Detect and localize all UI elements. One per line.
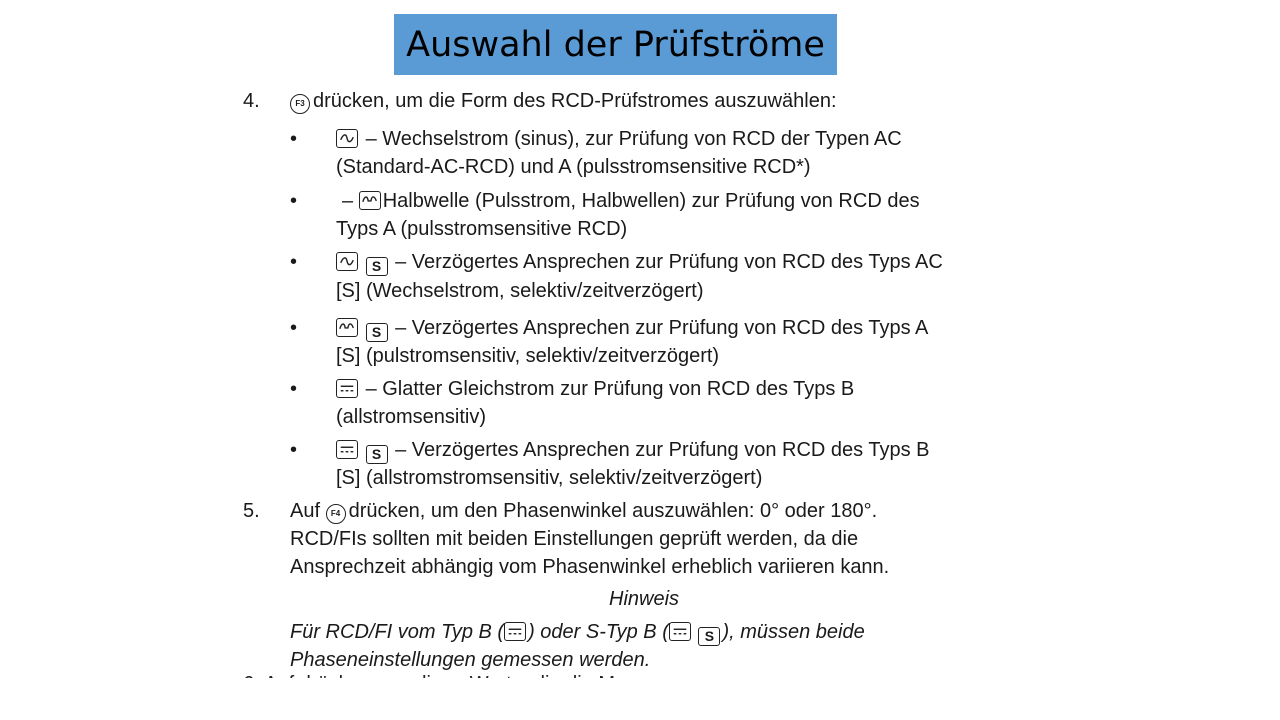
list-item-line2: (allstromsensitiv): [336, 406, 487, 428]
sine-wave-icon: [336, 252, 358, 271]
note-line1: Für RCD/FI vom Typ B ( ) oder S-Typ B ( S ), müssen beide: [290, 621, 865, 644]
selective-s-icon: S: [698, 627, 720, 646]
page-crop-mask: [0, 678, 1280, 720]
list-item: S – Verzögertes Ansprechen zur Prüfung von RCD des Typs A: [336, 316, 928, 342]
selective-s-icon: S: [366, 257, 388, 276]
bullet: •: [290, 251, 298, 273]
list-item: – Glatter Gleichstrom zur Prüfung von RCD des Typs B: [336, 377, 854, 401]
bullet: •: [290, 128, 298, 150]
list-item: S – Verzögertes Ansprechen zur Prüfung von RCD des Typs AC: [336, 250, 943, 276]
list-item-line2: Typs A (pulsstromsensitive RCD): [336, 218, 628, 240]
dc-current-icon: [336, 440, 358, 459]
list-item-line2: [S] (pulstromsensitiv, selektiv/zeitverzögert): [336, 345, 720, 367]
list-item-line2: [S] (allstromstromsensitiv, selektiv/zeitverzögert): [336, 467, 763, 489]
step-5-text: Auf F4 drücken, um den Phasenwinkel auszuwählen: 0° oder 180°.: [290, 500, 878, 522]
step-4-label: drücken, um die Form des RCD-Prüfstromes auszuwählen:: [313, 90, 837, 112]
slide-title: Auswahl der Prüfströme: [406, 24, 825, 65]
step-5-line3: Ansprechzeit abhängig vom Phasenwinkel erheblich variieren kann.: [290, 556, 890, 578]
list-item: S – Verzögertes Ansprechen zur Prüfung von RCD des Typs B: [336, 438, 930, 464]
bullet: •: [290, 378, 298, 400]
half-wave-icon: [359, 191, 381, 210]
selective-s-icon: S: [366, 323, 388, 342]
bullet: •: [290, 190, 298, 212]
half-wave-icon: [336, 318, 358, 337]
f4-key-icon: F4: [326, 504, 346, 524]
selective-s-icon: S: [366, 445, 388, 464]
step-5-line2: RCD/FIs sollten mit beiden Einstellungen geprüft werden, da die: [290, 528, 859, 550]
bullet: •: [290, 439, 298, 461]
note-heading: Hinweis: [609, 588, 680, 610]
list-item: – Halbwelle (Pulsstrom, Halbwellen) zur Prüfung von RCD des: [342, 190, 920, 212]
list-item-line2: [S] (Wechselstrom, selektiv/zeitverzögert): [336, 280, 704, 302]
list-item-line2: (Standard-AC-RCD) und A (pulsstromsensitive RCD*): [336, 156, 811, 178]
dc-current-icon: [504, 622, 526, 641]
bullet: •: [290, 317, 298, 339]
step-4-text: [290, 89, 837, 114]
note-line2: Phaseneinstellungen gemessen werden.: [290, 649, 651, 671]
list-item: – Wechselstrom (sinus), zur Prüfung von RCD der Typen AC: [336, 127, 902, 151]
step-4-number: 4.: [243, 90, 260, 112]
dc-current-icon: [669, 622, 691, 641]
dc-current-icon: [336, 379, 358, 398]
f3-key-icon: F3: [290, 94, 310, 114]
step-5-number: 5.: [243, 500, 260, 522]
sine-wave-icon: [336, 129, 358, 148]
